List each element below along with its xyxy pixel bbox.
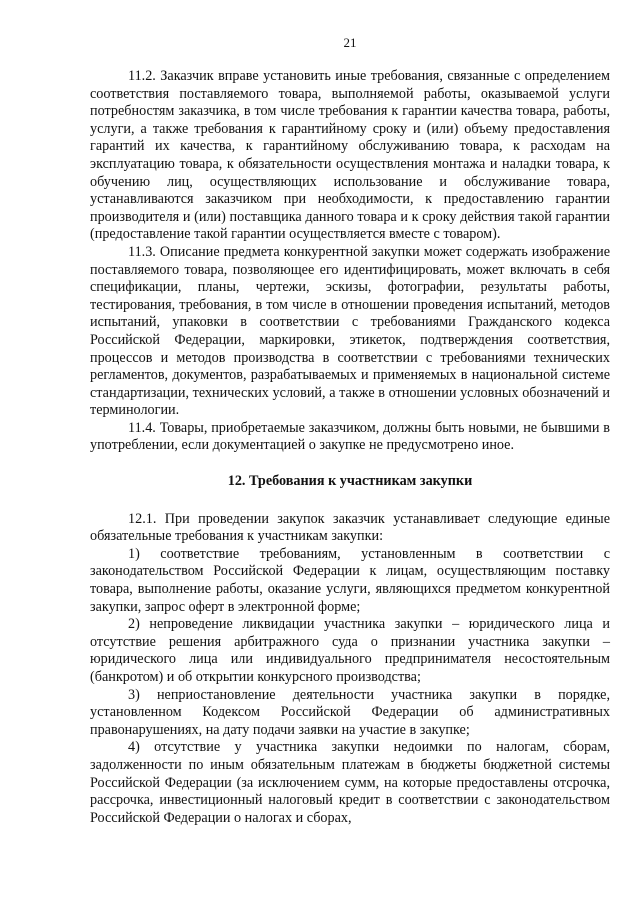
page-number: 21: [343, 35, 357, 50]
list-item-3: 3) неприостановление деятельности участника закупки в порядке, установленном Кодексом Российской Федерации об административных правонарушениях, на дату подачи заявки на участие в закупке;: [90, 686, 610, 738]
paragraph-12-1: 12.1. При проведении закупок заказчик устанавливает следующие единые обязательные требования к участникам закупки:: [90, 510, 610, 545]
paragraph-11-4: 11.4. Товары, приобретаемые заказчиком, должны быть новыми, не бывшими в употреблении, если документацией о закупке не предусмотрено иное.: [90, 419, 610, 454]
paragraph-11-3: 11.3. Описание предмета конкурентной закупки может содержать изображение поставляемого товара, позволяющее его идентифицировать, может включать в себя спецификации, планы, чертежи, эскизы, фотографии, результаты работы, тестирования, требования, в том числе в отношении проведения испытаний, методов испытаний, упаковки в соответствии с требованиями Гражданского кодекса Российской Федерации, маркировки, этикеток, подтверждения соответствия, процессов и методов производства в соответствии с требованиями технических регламентов, документов, разрабатываемых и применяемых в национальной системе стандартизации, технических условий, а также в отношении условных обозначений и терминологии.: [90, 243, 610, 419]
list-item-4: 4) отсутствие у участника закупки недоимки по налогам, сборам, задолженности по иным обязательным платежам в бюджеты бюджетной системы Российской Федерации (за исключением сумм, на которые предоставлены отсрочка, рассрочка, инвестиционный налоговый кредит в соответствии с законодательством Российской Федерации о налогах и сборах,: [90, 739, 610, 826]
document-page: [90, 34, 610, 827]
list-item-2: 2) непроведение ликвидации участника закупки – юридического лица и отсутствие решения арбитражного суда о признании участника закупки – юридического лица или индивидуального предпринимателя несостоятельным (банкротом) и об открытии конкурсного производства;: [90, 616, 610, 685]
list-item-1: 1) соответствие требованиям, установленным в соответствии с законодательством Российской Федерации к лицам, осуществляющим поставку товара, выполнение работы, оказание услуги, являющихся предметом конкурентной закупки, запрос оферт в электронной форме;: [90, 545, 610, 615]
paragraph-11-2: 11.2. Заказчик вправе установить иные требования, связанные с определением соответствия поставляемого товара, выполняемой работы, оказываемой услуги потребностям заказчика, в том числе требования к гарантии качества товара, работы, услуги, а также требования к гарантийному сроку и (или) объему предоставления гарантий их качества, к гарантийному обслуживанию товара, к расходам на эксплуатацию товара, к обязательности осуществления монтажа и наладки товара, к обучению лиц, осуществляющих использование и обслуживание товара, устанавливаются заказчиком при необходимости, к предоставлению гарантии производителя и (или) поставщика данного товара и к сроку действия такой гарантии (предоставление такой гарантии осуществляется вместе с товаром).: [90, 68, 610, 243]
section-12-heading: 12. Требования к участникам закупки: [227, 473, 473, 490]
